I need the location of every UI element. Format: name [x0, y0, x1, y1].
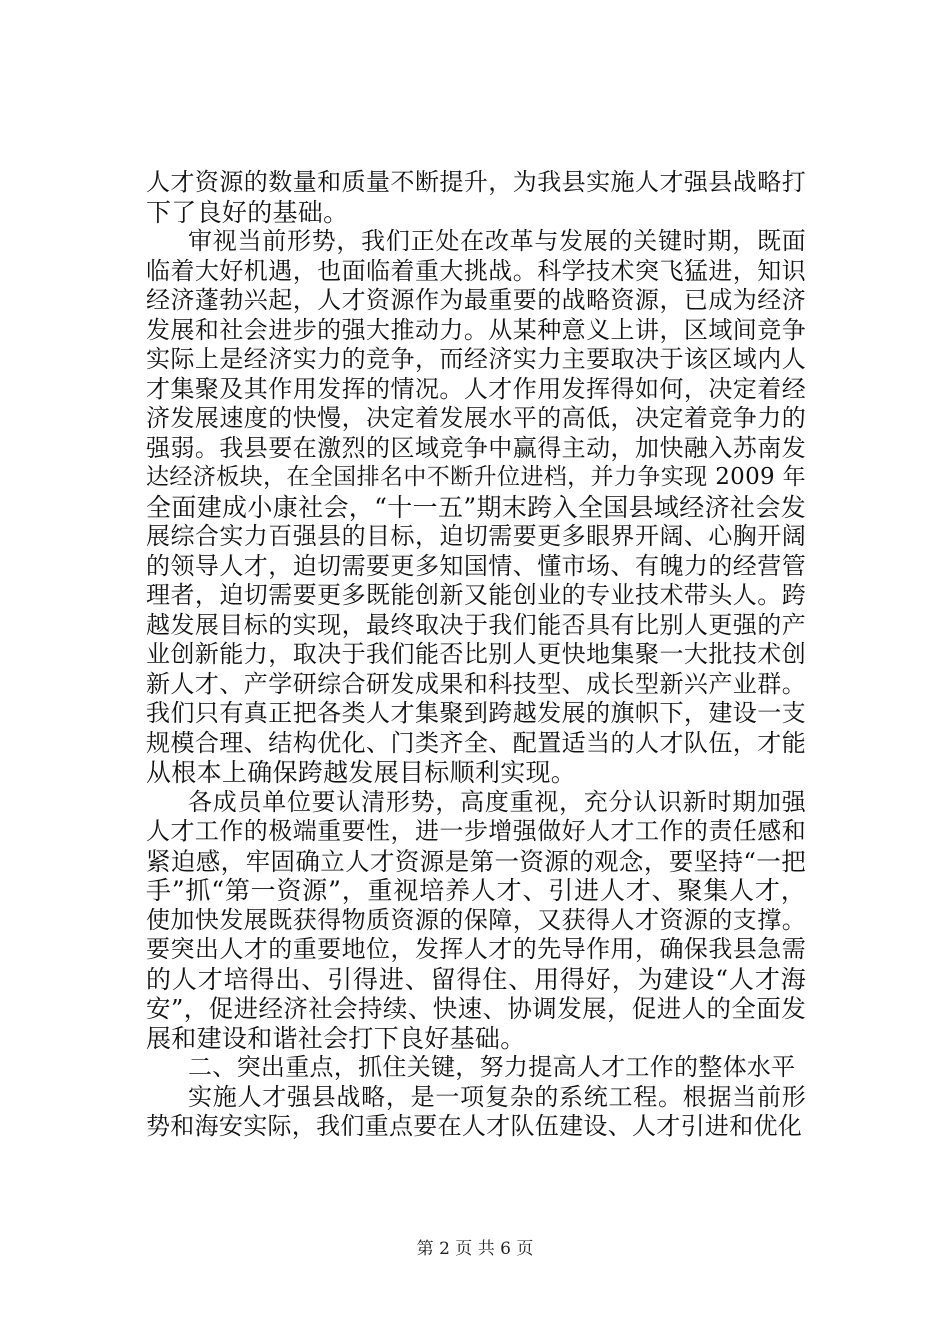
text-line: 使加快发展既获得物质资源的保障，又获得人才资源的支撑。: [146, 905, 806, 934]
text-line: 势和海安实际，我们重点要在人才队伍建设、人才引进和优化: [146, 1112, 803, 1140]
text-line: 经济蓬勃兴起，人才资源作为最重要的战略资源，已成为经济: [146, 286, 806, 314]
text-line: 安”，促进经济社会持续、快速、协调发展，促进人的全面发: [146, 994, 806, 1023]
text-line: 的领导人才，迫切需要更多知国情、懂市场、有魄力的经营管: [146, 551, 806, 580]
text-line: 我们只有真正把各类人才集聚到跨越发展的旗帜下，建设一支: [146, 699, 806, 727]
text-line: 展和建设和谐社会打下良好基础。: [146, 1023, 526, 1053]
paragraph: [146, 168, 806, 227]
text-line: 手”抓“第一资源”，重视培养人才、引进人才、聚集人才，: [146, 876, 806, 905]
text-line: 业创新能力，取决于我们能否比别人更快地集聚一大批技术创: [146, 640, 806, 668]
text-line: 实施人才强县战略，是一项复杂的系统工程。根据当前形: [188, 1082, 806, 1111]
text-line: 下了良好的基础。: [146, 197, 349, 227]
text-line: 从根本上确保跨越发展目标顺利实现。: [146, 758, 577, 787]
text-line: 紧迫感，牢固确立人才资源是第一资源的观念，要坚持“一把: [146, 846, 806, 876]
paragraph: [146, 1083, 806, 1142]
text-line: 审视当前形势，我们正处在改革与发展的关键时期，既面: [188, 227, 806, 255]
text-line: 要突出人才的重要地位，发挥人才的先导作用，确保我县急需: [146, 935, 806, 963]
text-line: 的人才培得出、引得进、留得住、用得好，为建设“人才海: [146, 964, 806, 994]
text-line: 新人才、产学研综合研发成果和科技型、成长型新兴产业群。: [146, 669, 806, 698]
text-line: 才集聚及其作用发挥的情况。人才作用发挥得如何，决定着经: [146, 374, 806, 403]
page-footer: 第 2 页 共 6 页: [416, 1239, 534, 1259]
text-line: 二、突出重点，抓住关键，努力提高人才工作的整体水平: [188, 1053, 796, 1081]
paragraph: [146, 227, 806, 788]
paragraph: [146, 1053, 806, 1083]
text-line: 展综合实力百强县的目标，迫切需要更多眼界开阔、心胸开阔: [146, 522, 806, 550]
text-line: 发展和社会进步的强大推动力。从某种意义上讲，区域间竞争: [146, 315, 806, 344]
text-line: 临着大好机遇，也面临着重大挑战。科学技术突飞猛进，知识: [146, 256, 806, 285]
text-line: 理者，迫切需要更多既能创新又能创业的专业技术带头人。跨: [146, 581, 806, 609]
text-line: 人才资源的数量和质量不断提升，为我县实施人才强县战略打: [146, 168, 806, 196]
paragraph: [146, 788, 806, 1054]
text-line: 济发展速度的快慢，决定着发展水平的高低，决定着竞争力的: [146, 404, 806, 432]
text-line: 实际上是经济实力的竞争，而经济实力主要取决于该区域内人: [146, 345, 806, 373]
text-line: 达经济板块，在全国排名中不断升位进档，并力争实现 2009 年: [146, 464, 806, 490]
text-line: 全面建成小康社会，“十一五”期末跨入全国县域经济社会发: [146, 492, 806, 522]
body-text: [146, 168, 806, 1142]
text-line: 规模合理、结构优化、门类齐全、配置适当的人才队伍，才能: [146, 728, 806, 757]
text-line: 强弱。我县要在激烈的区域竞争中赢得主动，加快融入苏南发: [146, 433, 806, 462]
text-line: 越发展目标的实现，最终取决于我们能否具有比别人更强的产: [146, 610, 806, 639]
text-line: 各成员单位要认清形势，高度重视，充分认识新时期加强: [188, 787, 806, 816]
text-line: 人才工作的极端重要性，进一步增强做好人才工作的责任感和: [146, 817, 806, 845]
